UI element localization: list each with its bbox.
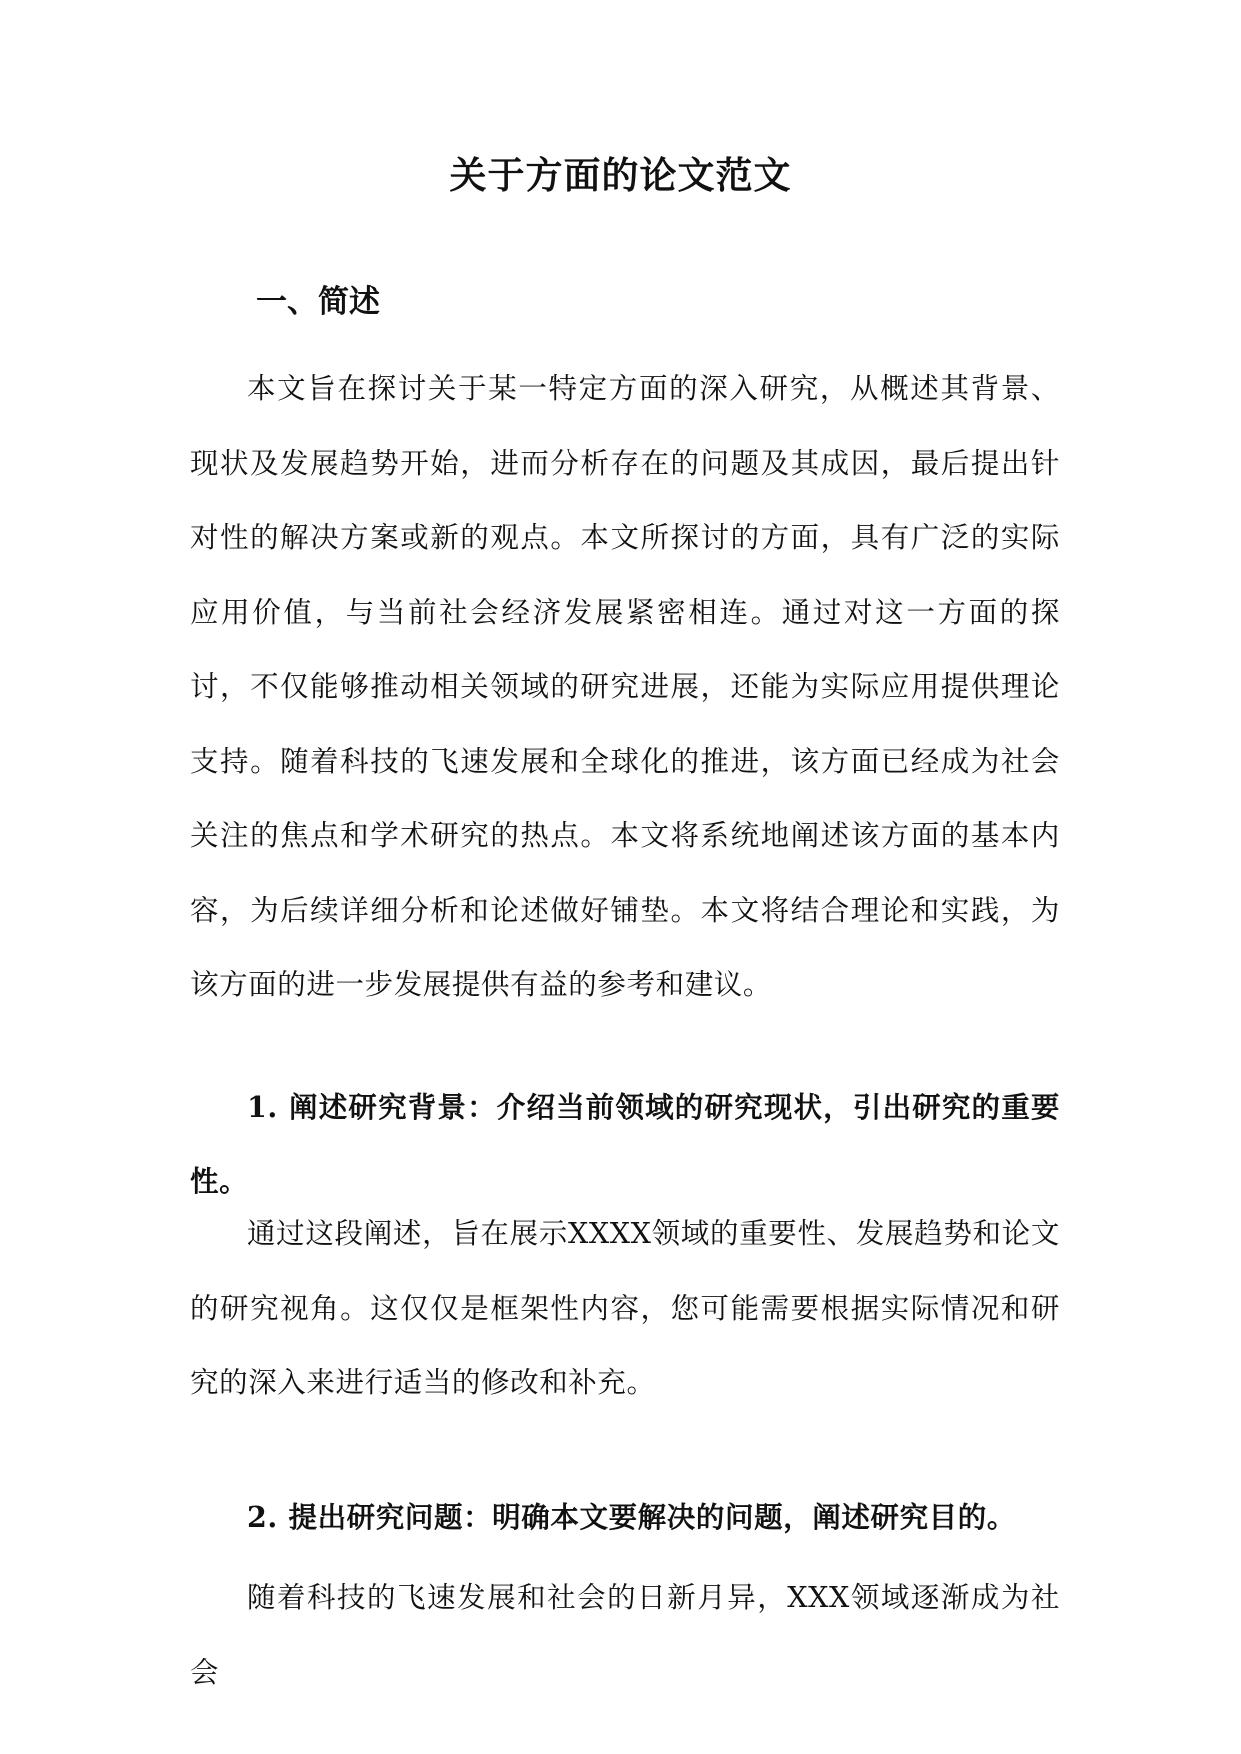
section-heading: 一、简述 [256,284,380,320]
body-paragraph-2: 通过这段阐述，旨在展示XXXX领域的重要性、发展趋势和论文的研究视角。这仅仅是框架性内容，您可能需要根据实际情况和研究的深入来进行适当的修改和补充。 [190,1217,1060,1399]
document-title: 关于方面的论文范文 [449,153,792,197]
subheading-1: 1. 阐述研究背景：介绍当前领域的研究现状，引出研究的重要性。 [190,1090,1060,1198]
body-paragraph-1: 本文旨在探讨关于某一特定方面的深入研究，从概述其背景、现状及发展趋势开始，进而分析存在的问题及其成因，最后提出针对性的解决方案或新的观点。本文所探讨的方面，具有广泛的实际应用价值，与当前社会经济发展紧密相连。通过对这一方面的探讨，不仅能够推动相关领域的研究进展，还能为实际应用提供理论支持。随着科技的飞速发展和全球化的推进，该方面已经成为社会关注的焦点和学术研究的热点。本文将系统地阐述该方面的基本内容，为后续详细分析和论述做好铺垫。本文将结合理论和实践，为该方面的进一步发展提供有益的参考和建议。 [190,372,1060,1001]
subheading-2: 2. 提出研究问题：明确本文要解决的问题，阐述研究目的。 [247,1500,1016,1534]
body-paragraph-3: 随着科技的飞速发展和社会的日新月异，XXX领域逐渐成为社会 [190,1581,1060,1689]
